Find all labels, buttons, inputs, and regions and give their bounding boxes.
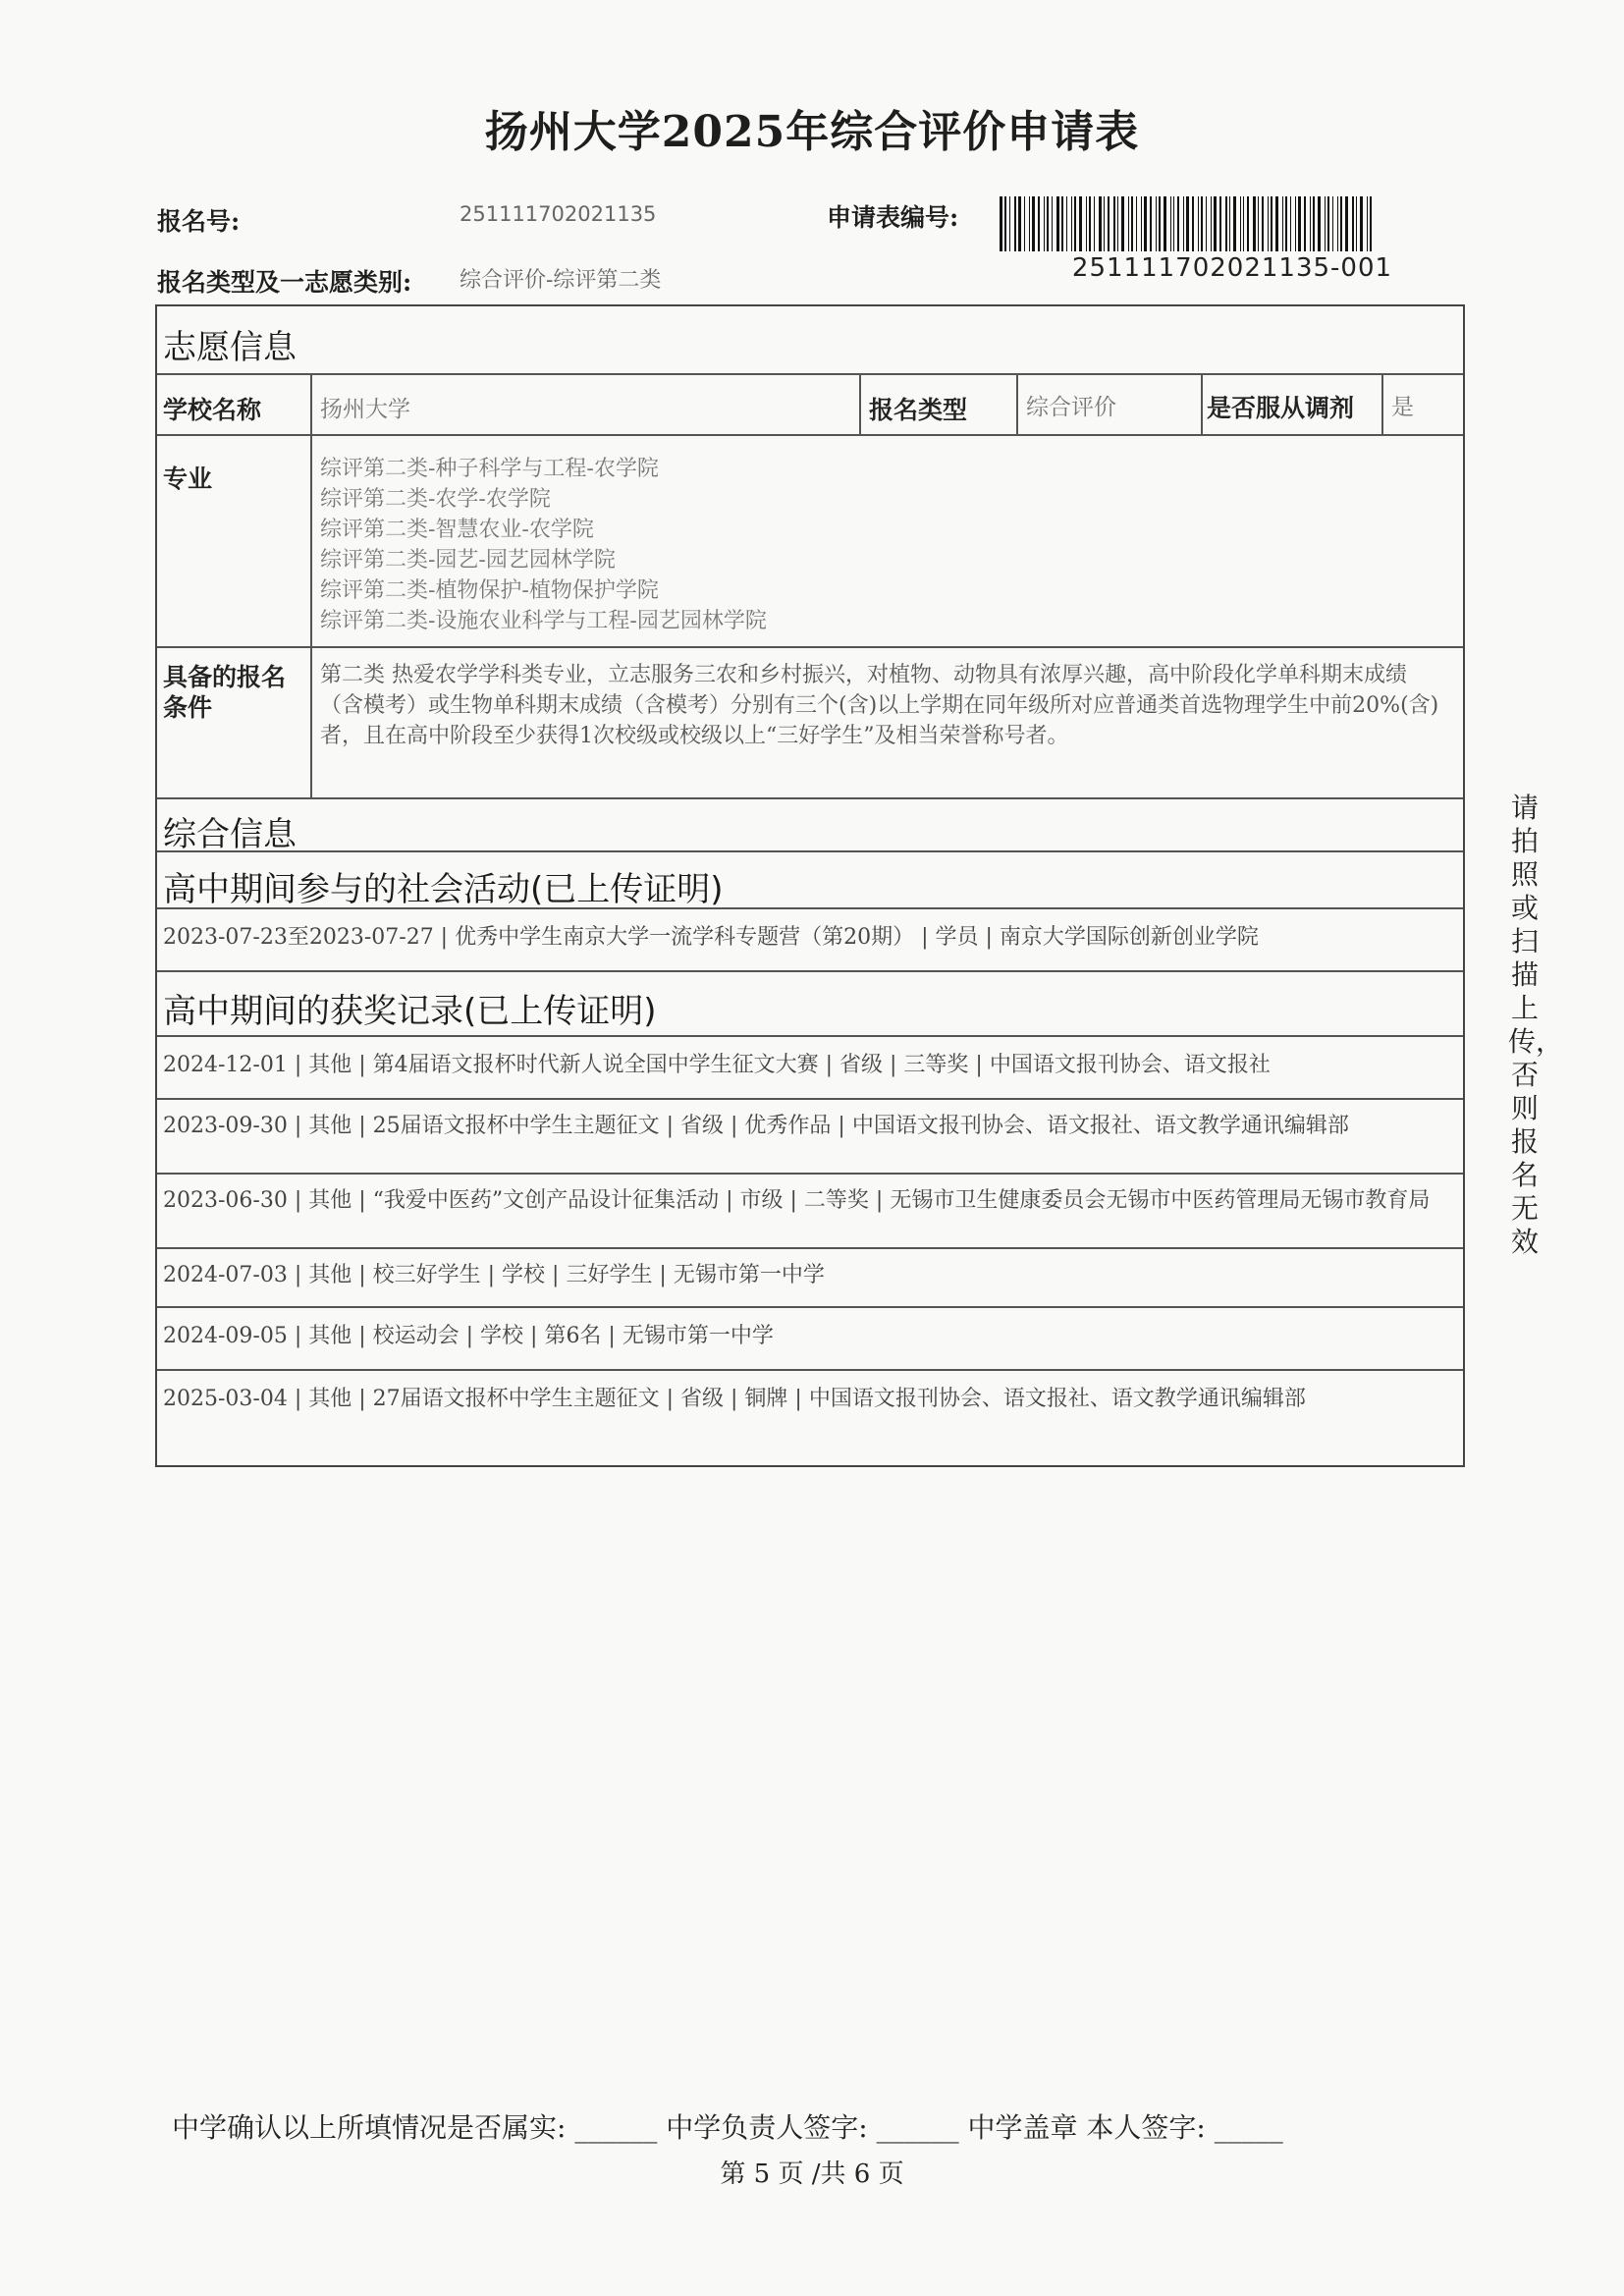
form-no-value: 251111702021135-001 (1071, 253, 1393, 283)
barcode-bar (1177, 196, 1179, 251)
barcode-bar (1211, 196, 1212, 251)
barcode-bar (1298, 196, 1301, 251)
barcode-bar (1061, 196, 1063, 251)
major-item: 综评第二类-植物保护-植物保护学院 (320, 578, 659, 603)
barcode-bar (1268, 196, 1269, 251)
barcode-bar (1352, 196, 1354, 251)
barcode-bar (1173, 196, 1174, 251)
form-no-label: 申请表编号: (827, 203, 959, 232)
barcode-bar (1201, 196, 1203, 251)
adjust-value: 是 (1391, 395, 1414, 420)
reg-type-label: 报名类型 (869, 396, 968, 424)
major-item: 综评第二类-园艺-园艺园林学院 (320, 548, 616, 573)
barcode-bar (1066, 196, 1067, 251)
barcode-bar (1108, 196, 1110, 251)
major-item: 综评第二类-智慧农业-农学院 (320, 518, 594, 542)
barcode-bar (1214, 196, 1217, 251)
barcode-bar (1271, 196, 1272, 251)
barcode-bar (1327, 196, 1329, 251)
barcode-bar (1074, 196, 1076, 251)
barcode-bar (1038, 196, 1040, 251)
activities-title: 高中期间参与的社会活动(已上传证明) (163, 870, 724, 909)
awards-title: 高中期间的获奖记录(已上传证明) (163, 992, 657, 1031)
barcode-bar (1337, 196, 1338, 251)
barcode-bar (1014, 196, 1016, 251)
barcode-bar (1225, 196, 1227, 251)
barcode-bar (1121, 196, 1124, 251)
condition-label-line1: 具备的报名 (163, 663, 287, 691)
page-number: 第 5 页 /共 6 页 (720, 2159, 904, 2189)
barcode-bar (1047, 196, 1049, 251)
barcode-bar (1164, 196, 1166, 251)
barcode-bar (1086, 196, 1087, 251)
reg-type-value: 综合评价 (1026, 395, 1116, 420)
barcode-bar (1340, 196, 1342, 251)
barcode-bar (1198, 196, 1199, 251)
barcode-bar (1310, 196, 1311, 251)
barcode-bar (1186, 196, 1189, 251)
barcode (1000, 196, 1461, 251)
condition-text: 第二类 热爱农学学科类专业，立志服务三农和乡村振兴，对植物、动物具有浓厚兴趣，高中阶段化学单科期末成绩（含模考）或生物单科期末成绩（含模考）分别有三个(含)以上学期在同年级所对应普通类首选物理学生中前20%(含)者，且在高中阶段至少获得1次校级或校级以上“三好学生”及相当荣誉称号者。 (320, 663, 1439, 748)
type-value: 综合评价-综评第二类 (460, 268, 662, 293)
barcode-bar (1192, 196, 1194, 251)
barcode-bar (1262, 196, 1264, 251)
barcode-bar (1183, 196, 1184, 251)
barcode-bar (1275, 196, 1278, 251)
school-label: 学校名称 (163, 396, 262, 424)
barcode-bar (1141, 196, 1142, 251)
award-record: 2023-06-30 | 其他 | “我爱中医药”文创产品设计征集活动 | 市级 | 二等奖 | 无锡市卫生健康委员会无锡市中医药管理局无锡市教育局 (163, 1188, 1431, 1213)
barcode-bar (1233, 196, 1236, 251)
barcode-bar (1243, 196, 1244, 251)
barcode-bar (1150, 196, 1152, 251)
barcode-bar (1159, 196, 1161, 251)
barcode-bar (1079, 196, 1082, 251)
condition-label-line2: 条件 (163, 693, 213, 722)
barcode-bar (1044, 196, 1045, 251)
barcode-bar (1056, 196, 1059, 251)
barcode-bar (1367, 196, 1368, 251)
barcode-bar (1318, 196, 1321, 251)
page-title: 扬州大学2025年综合评价申请表 (484, 107, 1140, 157)
barcode-bar (1029, 196, 1030, 251)
award-record: 2025-03-04 | 其他 | 27届语文报杯中学生主题征文 | 省级 | 铜牌 | 中国语文报刊协会、语文报社、语文教学通讯编辑部 (163, 1387, 1306, 1411)
barcode-bar (1071, 196, 1072, 251)
barcode-bar (1170, 196, 1171, 251)
barcode-bar (1240, 196, 1241, 251)
barcode-bar (1253, 196, 1256, 251)
barcode-bar (1313, 196, 1315, 251)
award-record: 2023-09-30 | 其他 | 25届语文报杯中学生主题征文 | 省级 | 优秀作品 | 中国语文报刊协会、语文报社、语文教学通讯编辑部 (163, 1114, 1349, 1138)
barcode-bar (1356, 196, 1357, 251)
barcode-bar (1024, 196, 1025, 251)
barcode-bar (1295, 196, 1296, 251)
major-label: 专业 (163, 465, 213, 493)
barcode-bar (1332, 196, 1333, 251)
barcode-bar (1304, 196, 1306, 251)
barcode-bar (1144, 196, 1147, 251)
barcode-bar (1345, 196, 1348, 251)
adjust-label: 是否服从调剂 (1207, 394, 1355, 422)
barcode-bar (1229, 196, 1230, 251)
barcode-bar (1285, 196, 1287, 251)
barcode-bar (1290, 196, 1291, 251)
barcode-bar (1206, 196, 1207, 251)
major-item: 综评第二类-农学-农学院 (320, 487, 551, 512)
barcode-bar (1360, 196, 1363, 251)
barcode-bar (1282, 196, 1283, 251)
barcode-bar (1156, 196, 1157, 251)
barcode-bar (1052, 196, 1053, 251)
barcode-bar (1219, 196, 1221, 251)
barcode-bar (1094, 196, 1095, 251)
side-upload-note: 请拍照或扫描上传，否则报名无效 (1508, 792, 1564, 1258)
major-item: 综评第二类-设施农业科学与工程-园艺园林学院 (320, 609, 767, 633)
barcode-bar (1009, 196, 1010, 251)
barcode-bar (1128, 196, 1129, 251)
barcode-bar (1117, 196, 1118, 251)
section-overall: 综合信息 (163, 815, 297, 854)
activity-record: 2023-07-23至2023-07-27 | 优秀中学生南京大学一流学科专题营（第20期） | 学员 | 南京大学国际创新创业学院 (163, 925, 1259, 950)
barcode-bar (1136, 196, 1137, 251)
barcode-bar (1247, 196, 1249, 251)
barcode-bar (1113, 196, 1115, 251)
award-record: 2024-09-05 | 其他 | 校运动会 | 学校 | 第6名 | 无锡市第一中学 (163, 1324, 774, 1348)
barcode-bar (1089, 196, 1091, 251)
barcode-bar (1104, 196, 1105, 251)
confirmation-line: 中学确认以上所填情况是否属实: ______ 中学负责人签字: ______ 中学盖章 本人签字: _____ (172, 2111, 1283, 2144)
barcode-bar (1370, 196, 1372, 251)
type-label: 报名类型及一志愿类别: (157, 268, 412, 297)
barcode-bar (1325, 196, 1326, 251)
barcode-bar (1000, 196, 1002, 251)
section-wish: 志愿信息 (163, 328, 297, 367)
barcode-bar (1004, 196, 1006, 251)
barcode-bar (1032, 196, 1035, 251)
award-record: 2024-07-03 | 其他 | 校三好学生 | 学校 | 三好学生 | 无锡市第一中学 (163, 1263, 825, 1287)
condition-label (163, 662, 286, 723)
reg-no-label: 报名号: (157, 207, 241, 236)
school-value: 扬州大学 (320, 397, 410, 422)
barcode-bar (1258, 196, 1259, 251)
application-form (155, 304, 1465, 1467)
barcode-bar (1099, 196, 1102, 251)
barcode-bar (1018, 196, 1021, 251)
barcode-bar (1131, 196, 1133, 251)
major-list (320, 454, 767, 636)
major-item: 综评第二类-种子科学与工程-农学院 (320, 457, 659, 481)
award-record: 2024-12-01 | 其他 | 第4届语文报杯时代新人说全国中学生征文大赛 | 省级 | 三等奖 | 中国语文报刊协会、语文报社 (163, 1053, 1271, 1077)
reg-no-value: 251111702021135 (460, 202, 657, 226)
